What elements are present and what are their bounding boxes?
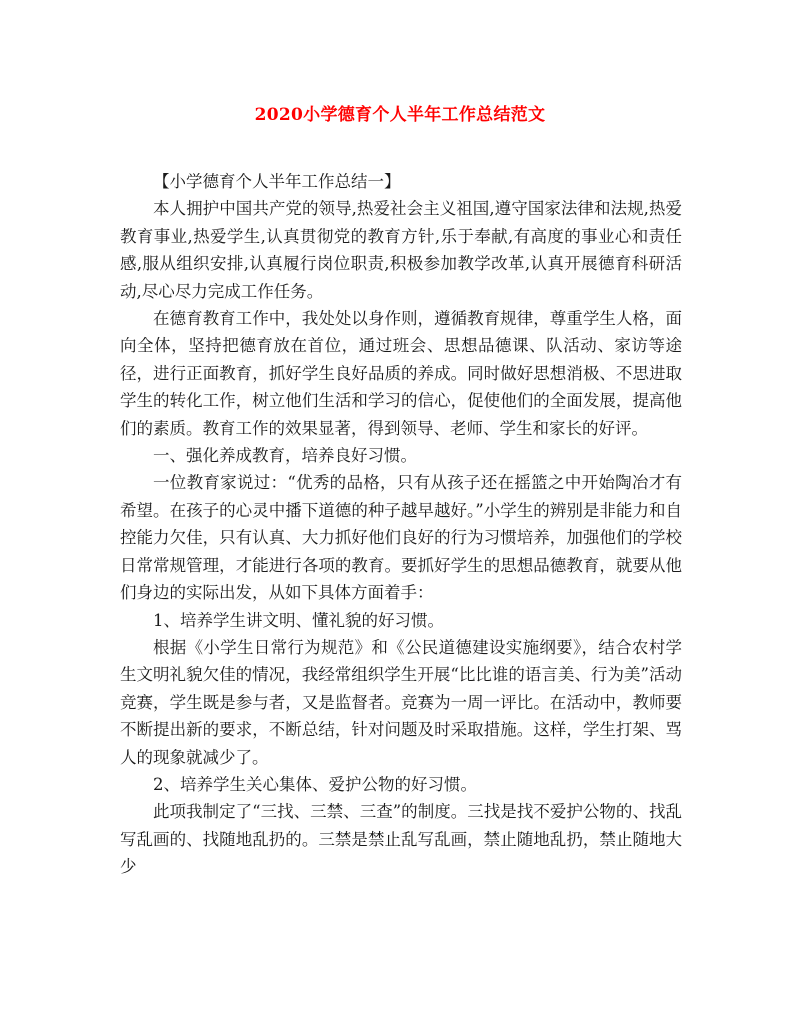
subheading: 2、培养学生关心集体、爱护公物的好习惯。 [153,774,477,794]
subheading: 一、强化养成教育，培养良好习惯。 [153,446,417,466]
body-paragraph: 一位教育家说过：“优秀的品格，只有从孩子还在摇篮之中开始陶冶才有希望。在孩子的心灵中播下道德的种子越早越好。”小学生的辨别是非能力和自控能力欠佳，只有认真、大力抓好他们良好的行为习惯培养，加强他们的学校日常常规管理，才能进行各项的教育。要抓好学生的思想品德教育，就要从他们身边的实际出发，从如下具体方面着手： [120,473,682,603]
body-paragraph: 本人拥护中国共产党的领导,热爱社会主义祖国,遵守国家法律和法规,热爱教育事业,热爱学生,认真贯彻党的教育方针,乐于奉献,有高度的事业心和责任感,服从组织安排,认真履行岗位职责,积极参加教学改革,认真开展德育科研活动,尽心尽力完成工作任务。 [120,199,682,301]
body-paragraph: 根据《小学生日常行为规范》和《公民道德建设实施纲要》，结合农村学生文明礼貌欠佳的情况，我经常组织学生开展“比比谁的语言美、行为美”活动竞赛，学生既是参与者，又是监督者。竞赛为一周一评比。在活动中，教师要不断提出新的要求，不断总结，针对问题及时采取措施。这样，学生打架、骂人的现象就减少了。 [120,637,682,767]
body-paragraph: 此项我制定了“三找、三禁、三查”的制度。三找是找不爱护公物的、找乱写乱画的、找随地乱扔的。三禁是禁止乱写乱画，禁止随地乱扔，禁止随地大少 [120,802,682,877]
document-body [120,168,682,881]
document-title: 2020小学德育个人半年工作总结范文 [254,105,546,125]
section-heading: 【小学德育个人半年工作总结一】 [153,172,401,191]
body-paragraph: 在德育教育工作中，我处处以身作则，遵循教育规律，尊重学生人格，面向全体，坚持把德育放在首位，通过班会、思想品德课、队活动、家访等途径，进行正面教育，抓好学生良好品质的养成。同时做好思想消极、不思进取学生的转化工作，树立他们生活和学习的信心，促使他们的全面发展，提高他们的素质。教育工作的效果显著，得到领导、老师、学生和家长的好评。 [120,309,682,438]
subheading: 1、培养学生讲文明、懂礼貌的好习惯。 [153,610,444,630]
